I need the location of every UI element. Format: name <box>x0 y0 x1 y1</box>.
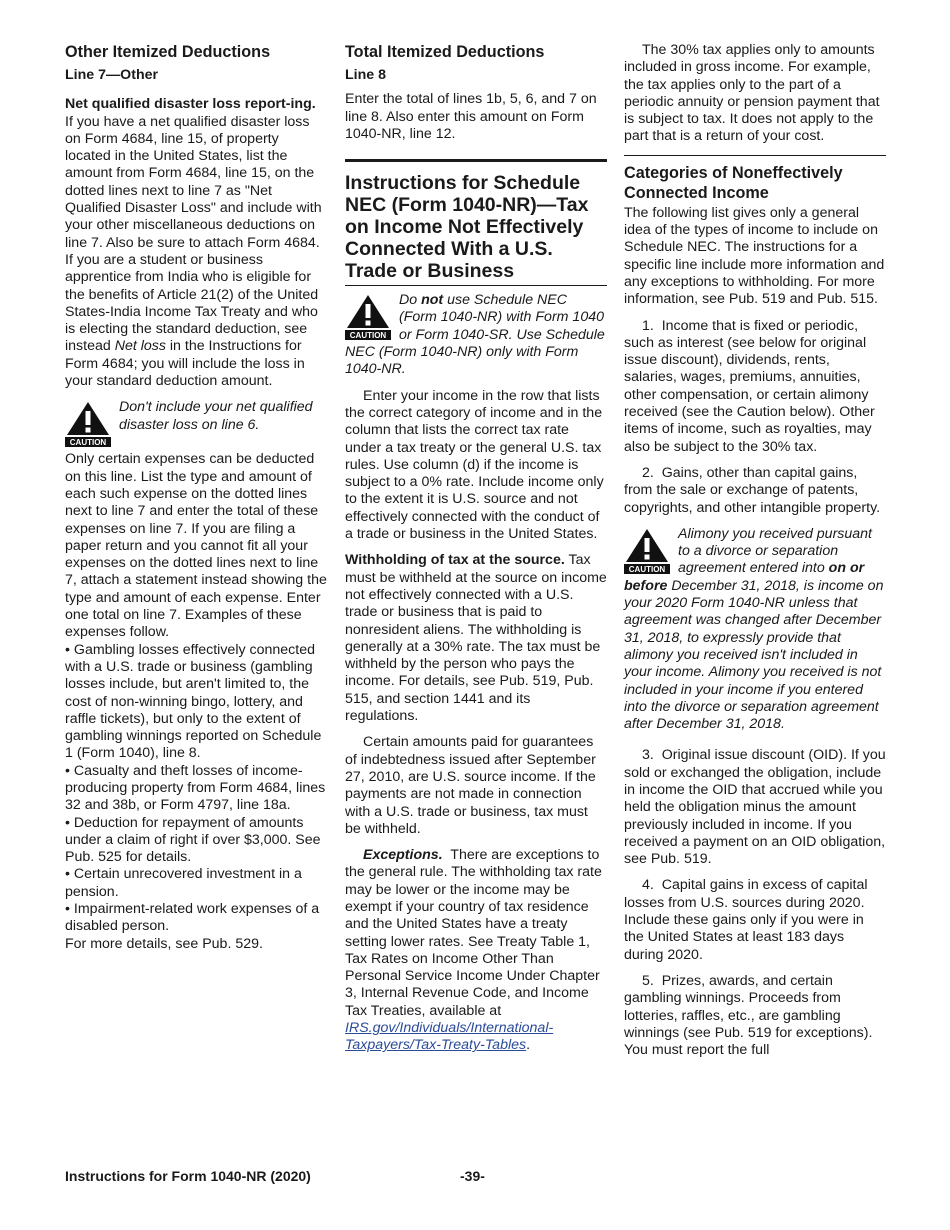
svg-text:CAUTION: CAUTION <box>69 438 107 448</box>
exceptions-label: Exceptions. <box>363 847 443 864</box>
list-item: 2. Gains, other than capital gains, from the sale or exchange of patents, copyrights, and other intangible property. <box>624 464 881 516</box>
footer-title: Instructions for Form 1040-NR (2020) <box>65 1168 311 1184</box>
list-item: • Impairment-related work expenses of a disabled person. <box>65 901 327 936</box>
svg-text:CAUTION: CAUTION <box>349 331 387 341</box>
other-itemized-deductions-heading: Other Itemized Deductions <box>65 43 271 61</box>
total-itemized-deductions-heading: Total Itemized Deductions <box>345 43 545 61</box>
treaty-tables-link[interactable]: IRS.gov/Individuals/International-Taxpayers/Tax-Treaty-Tables <box>345 1020 554 1054</box>
disaster-loss-paragraph: Net qualified disaster loss report-ing. If you have a net qualified disaster loss on Form 4684, line 15, of property located in the United States, list the amount from Form 4684, line 15, on the dotted lines next to line 7 as "Net Qualified Disaster Loss" and include with your other miscellaneous deductions on line 7. Also be sure to attach Form 4684. If you are a student or business apprentice from India who is eligible for the benefits of Article 21(2) of the United States-India Income Tax Treaty and who is electing the standard deduction, see instead Net loss in the Instructions for Form 4684; you will include the loss in your standard deduction amount. <box>65 96 322 390</box>
exceptions-paragraph: Exceptions. There are exceptions to the general rule. The withholding tax rate may be lower or the income may be exempt if your country of tax residence and the United States have a treaty setting lower rates. See Treaty Table 1, Tax Rates on Income Other Than Personal Service Income Under Chapter 3, Internal Revenue Code, and Income Tax Treaties, available at IRS.gov/Individuals/International-Taxpayers/Tax-Treaty-Tables. <box>345 847 602 1054</box>
expenses-paragraph: Only certain expenses can be deducted on this line. List the type and amount of each such expense on the dotted lines next to line 7 and enter the total of these expenses on line 7. If you are filing a paper return and you cannot fit all your expenses on the dotted lines next to line 7, attach a statement instead showing the type and amount of each expense. Enter one total on line 7. Examples of these expenses follow. <box>65 451 327 641</box>
caution-icon <box>345 294 391 340</box>
list-item: • Deduction for repayment of amounts under a claim of right if over $3,000. See Pub. 525 for details. <box>65 815 327 867</box>
schedule-nec-heading: Instructions for Schedule NEC (Form 1040-NR)—Tax on Income Not Effectively Connected With a U.S. Trade or Business <box>345 172 589 283</box>
list-item: 4. Capital gains in excess of capital losses from U.S. sources during 2020. Include these gains only if you were in the United States at least 183 days during 2020. <box>624 877 868 963</box>
column-2 <box>345 42 607 1055</box>
categories-intro: The following list gives only a general idea of the types of income to include on Schedule NEC. The instructions for a specific line include more information and any exceptions to withholding. For more information, see Pub. 519 and Pub. 515. <box>624 204 885 308</box>
caution-icon <box>624 528 670 574</box>
thirty-percent-paragraph: The 30% tax applies only to amounts included in gross income. For example, the tax applies only to the part of a periodic annuity or pension payment that is subject to tax. It does not apply to the part that is a return of your cost. <box>624 42 880 145</box>
more-details: For more details, see Pub. 529. <box>65 935 263 952</box>
caution-text: Do not use Schedule NEC (Form 1040-NR) with Form 1040 or Form 1040-SR. Use Schedule NEC (Form 1040-NR) only with Form 1040-NR. <box>345 292 605 378</box>
list-item: 5. Prizes, awards, and certain gambling winnings. Proceeds from lotteries, raffles, etc., are gambling winnings (see Pub. 519 for exceptions). You must report the full <box>624 972 873 1059</box>
caution-text: Don't include your net qualified disaster loss on line 6. <box>119 399 313 433</box>
svg-text:CAUTION: CAUTION <box>628 564 666 574</box>
withholding-paragraph: Withholding of tax at the source. Tax must be withheld at the source on income not effectively connected with a U.S. trade or business that is paid to nonresident aliens. The withholding is generally at a 30% rate. The tax must be withheld by the person who pays the income. For details, see Pub. 519, Pub. 515, and section 1441 and its regulations. <box>345 552 607 725</box>
list-item: • Gambling losses effectively connected with a U.S. trade or business (gambling losses include, but aren't limited to, the cost of non-winning bingo, lottery, and raffle tickets), but only to the extent of gambling winnings reported on Schedule 1 (Form 1040), line 8. <box>65 642 327 763</box>
column-3 <box>624 42 886 1059</box>
withholding-label: Withholding of tax at the source. <box>345 552 565 569</box>
page-number: -39- <box>460 1168 485 1184</box>
caution-text: Alimony you received pursuant to a divorce or separation agreement entered into on or before December 31, 2018, is income on your 2020 Form 1040-NR unless that agreement was changed after December 31, 2018, to expressly provide that alimony you received isn't included in your income. Alimony you received is not included in your income if you entered into the divorce or separation agreement after December 31, 2018. <box>624 525 884 733</box>
guarantees-paragraph: Certain amounts paid for guarantees of indebtedness issued after September 27, 2010, are U.S. source income. If the payments are not made in connection with a U.S. trade or business, tax must be withheld. <box>345 734 596 837</box>
list-item: 1. Income that is fixed or periodic, such as interest (see below for original issue discount), dividends, rents, salaries, wages, premiums, annuities, other compensation, or certain alimony received (see the Caution below). Other items of income, such as royalties, may also be subject to the 30% tax. <box>624 317 875 455</box>
line-8-paragraph: Enter the total of lines 1b, 5, 6, and 7 on line 8. Also enter this amount on Form 1040-NR, line 12. <box>345 91 597 142</box>
income-row-paragraph: Enter your income in the row that lists the correct category of income and in the column that lists the correct tax rate under a tax treaty or the general U.S. tax rules. Use column (d) if the income is subject to a 0% rate. Include income only to the extent it is U.S. source and not effectively connected with the conduct of a trade or business in the United States. <box>345 387 604 543</box>
section-divider <box>624 155 886 156</box>
categories-heading: Categories of Noneffectively Connected Income <box>624 163 843 202</box>
column-1 <box>65 42 327 953</box>
line-8-heading: Line 8 <box>345 67 386 83</box>
caution-note <box>65 399 327 447</box>
caution-note <box>345 292 607 378</box>
list-item: 3. Original issue discount (OID). If you sold or exchanged the obligation, include in income the OID that accrued while you held the obligation minus the amount previously included in income. If you received a payment on an OID obligation, see Pub. 519. <box>624 747 886 868</box>
list-item: • Casualty and theft losses of income-producing property from Form 4684, lines 32 and 38b, or Form 4797, line 18a. <box>65 763 327 815</box>
caution-icon <box>65 401 111 447</box>
line-7-heading: Line 7—Other <box>65 67 159 83</box>
disaster-loss-label: Net qualified disaster loss report-ing. <box>65 96 316 113</box>
section-divider <box>345 159 607 162</box>
heading-rule <box>345 285 607 286</box>
list-item: • Certain unrecovered investment in a pension. <box>65 866 327 901</box>
caution-note <box>624 526 886 734</box>
